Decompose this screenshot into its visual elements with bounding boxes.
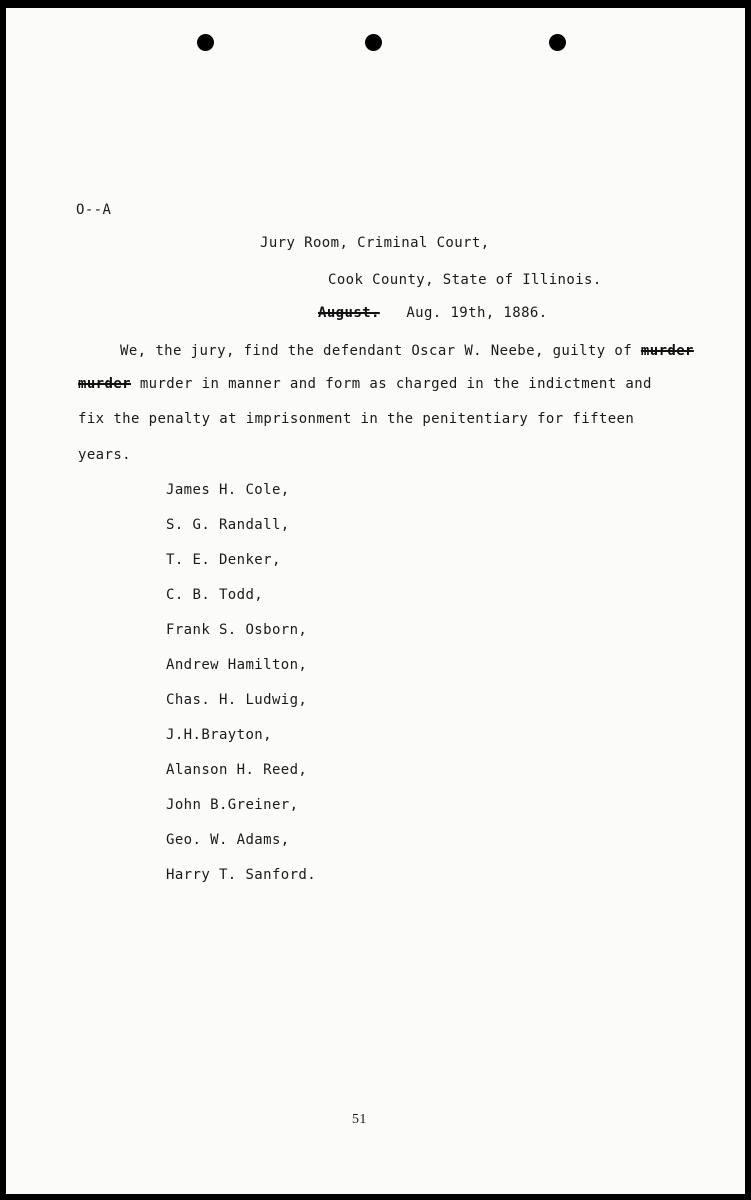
verdict-line-4: years. — [78, 447, 131, 463]
juror-signature: Geo. W. Adams, — [166, 832, 290, 848]
header-date-line — [318, 304, 548, 322]
verdict-strikeout-1: murder — [640, 343, 694, 359]
juror-signature: John B.Greiner, — [166, 797, 299, 813]
punch-hole-right — [549, 34, 566, 51]
verdict-strikeout-2: murder — [78, 376, 131, 392]
header-county: Cook County, State of Illinois. — [328, 272, 602, 288]
date-strikeout: August. — [318, 305, 380, 321]
juror-signature: James H. Cole, — [166, 482, 290, 498]
header-place: Jury Room, Criminal Court, — [260, 235, 490, 251]
juror-signature: Alanson H. Reed, — [166, 762, 308, 778]
verdict-line-1: We, the jury, find the defendant Oscar W. Neebe, guilty of murder — [120, 343, 694, 359]
juror-signature: J.H.Brayton, — [166, 727, 272, 743]
verdict-line-2: murder murder in manner and form as charged in the indictment and — [78, 376, 652, 392]
juror-signature: Frank S. Osborn, — [166, 622, 308, 638]
file-code-label: O--A — [76, 202, 112, 218]
juror-signature: T. E. Denker, — [166, 552, 281, 568]
juror-signature: Chas. H. Ludwig, — [166, 692, 308, 708]
juror-signature: C. B. Todd, — [166, 587, 264, 603]
page-number: 51 — [352, 1112, 367, 1127]
juror-signature: S. G. Randall, — [166, 517, 290, 533]
verdict-line-3: fix the penalty at imprisonment in the penitentiary for fifteen — [78, 411, 635, 427]
document-page — [6, 8, 745, 1194]
juror-signature: Harry T. Sanford. — [166, 867, 317, 883]
punch-hole-center — [365, 34, 382, 51]
juror-signature: Andrew Hamilton, — [166, 657, 308, 673]
punch-hole-left — [197, 34, 214, 51]
header-date: Aug. 19th, 1886. — [406, 305, 548, 321]
